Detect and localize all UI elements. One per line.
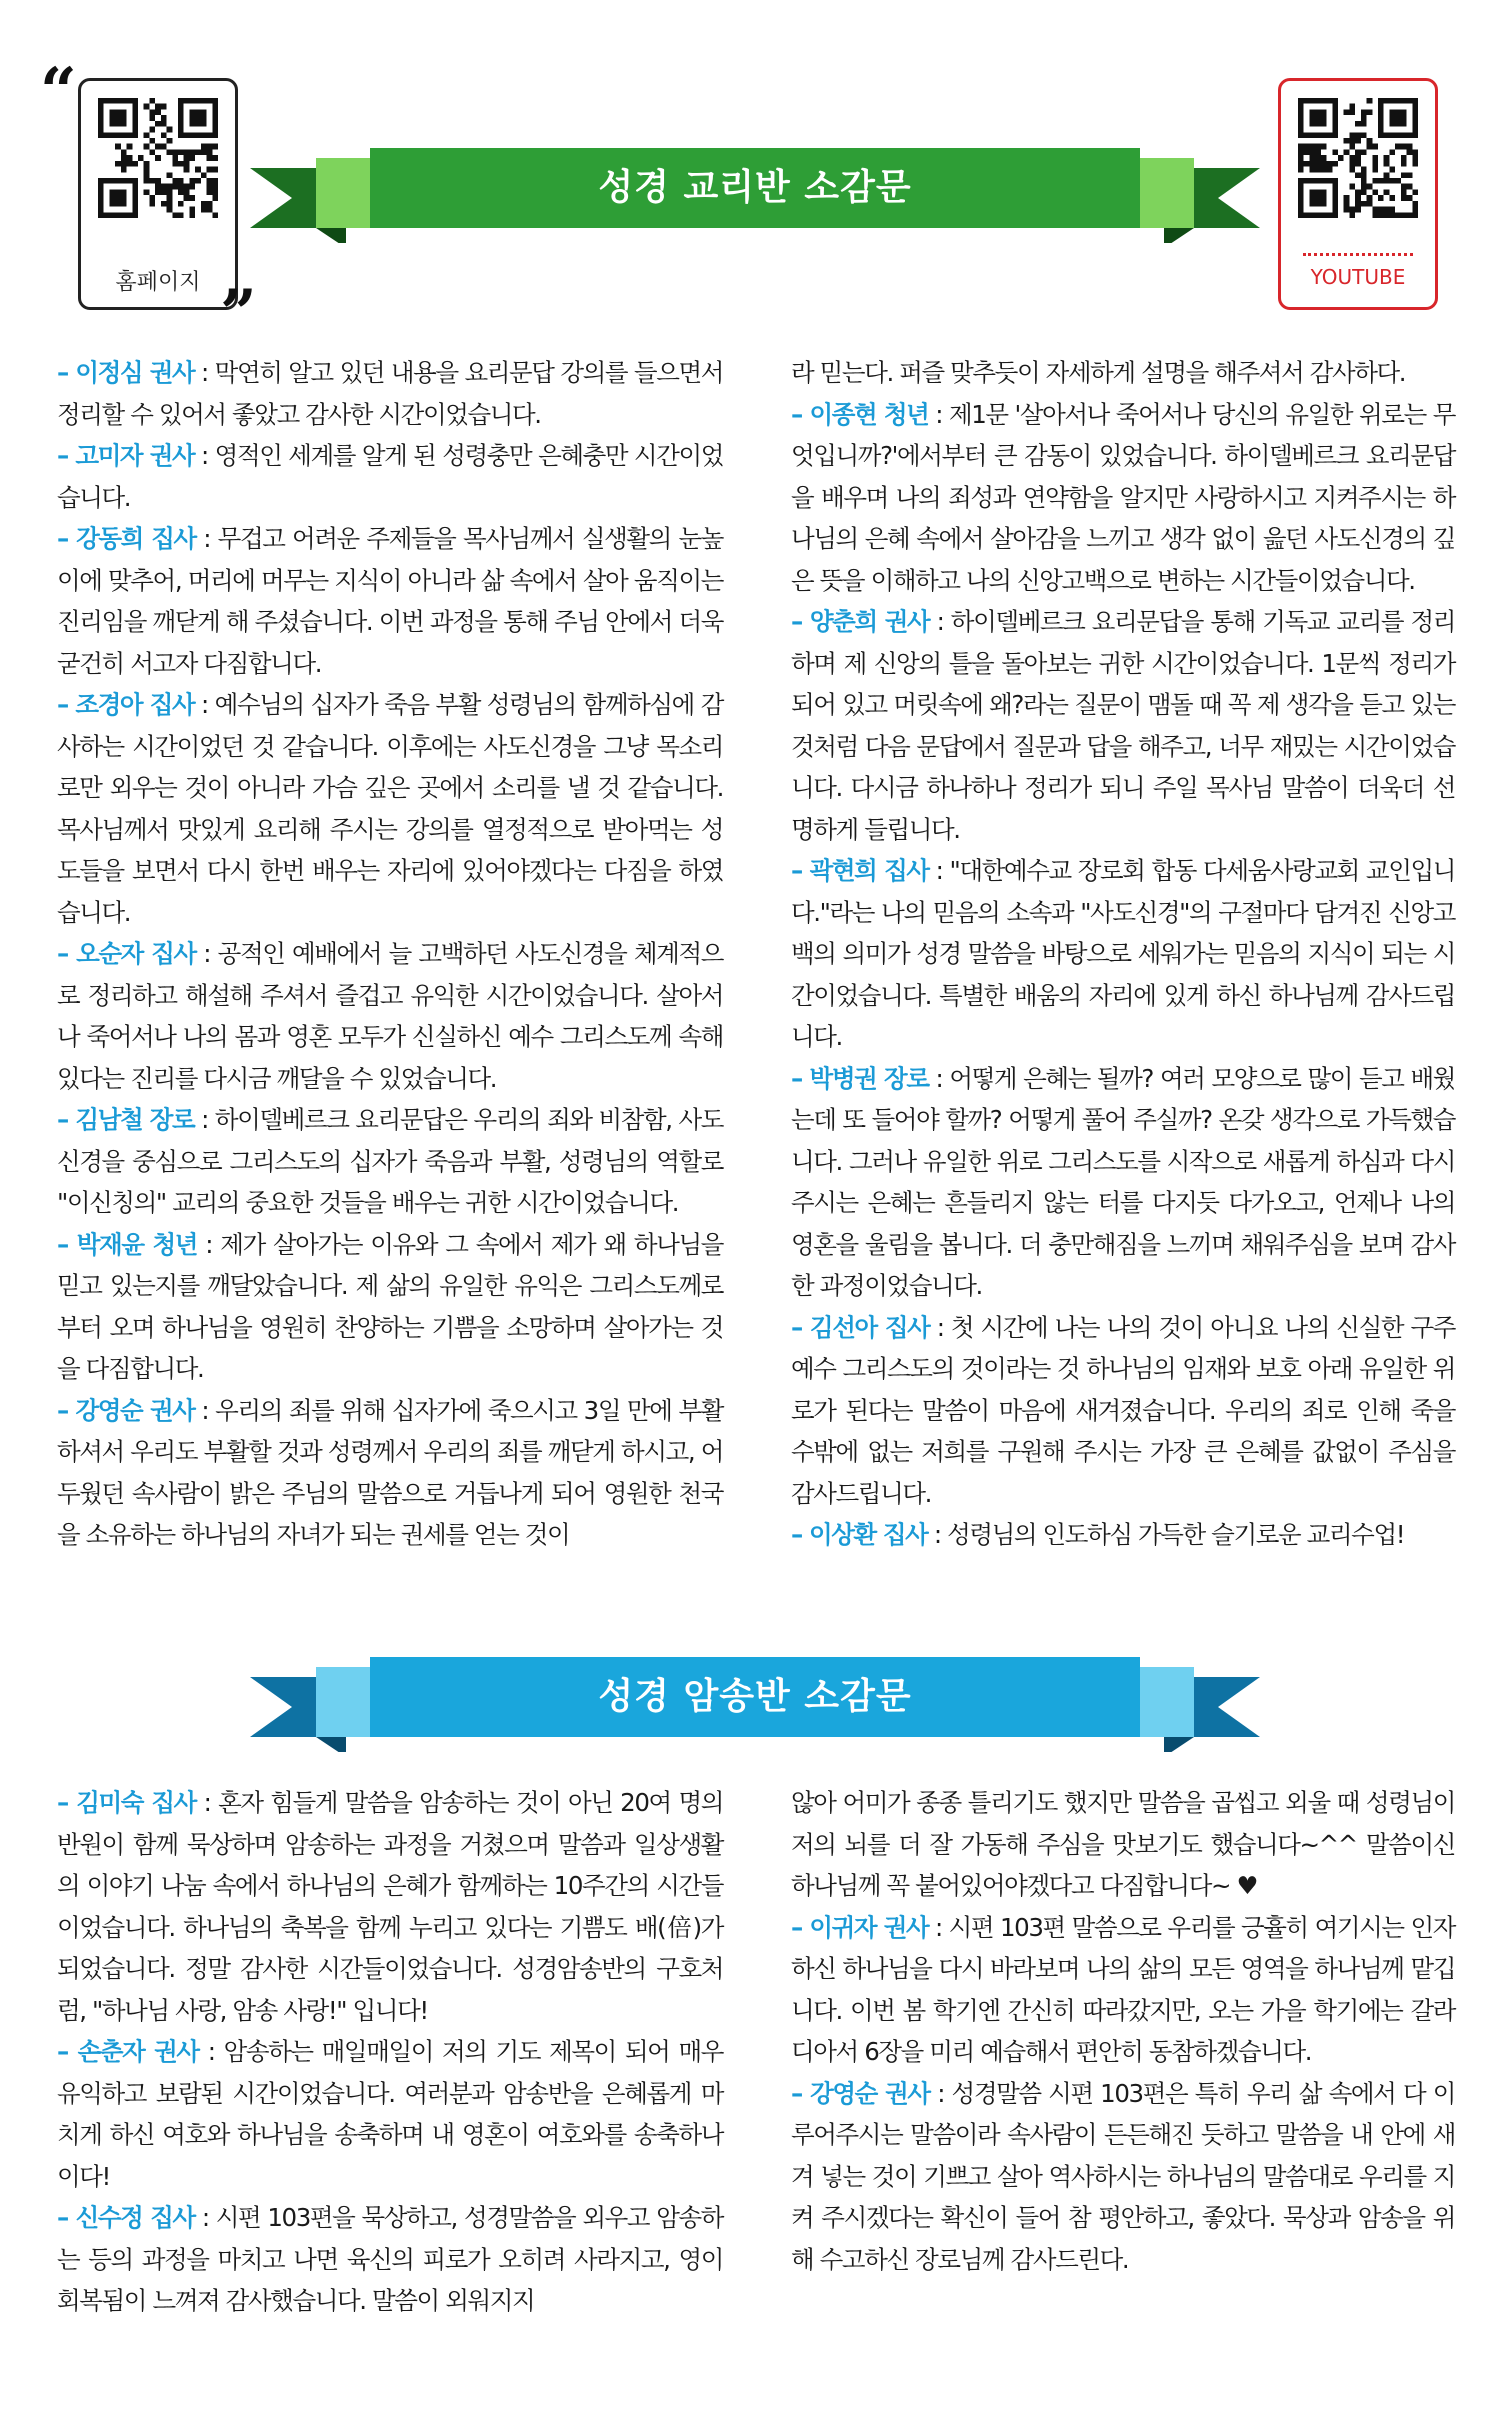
testimonial-text: 라 믿는다. 퍼즐 맞추듯이 자세하게 설명을 해주셔서 감사하다. — [791, 358, 1406, 387]
testimonial-entry — [57, 2197, 723, 2322]
testimonial-text: : 첫 시간에 나는 나의 것이 아니요 나의 신실한 구주 예수 그리스도의 것이라는 것 하나님의 임재와 보호 아래 유일한 위로가 된다는 말씀이 마음에 새겨졌습니다. 우리의 죄로 인해 죽을 수밖에 없는 저희를 구원해 주시는 가장 큰 은혜를 값없이 주심을 감사드립니다. — [791, 1312, 1455, 1508]
section2-title-banner — [250, 1657, 1260, 1752]
homepage-qr-card[interactable] — [78, 78, 238, 310]
testimonial-entry — [791, 352, 1455, 394]
dotted-divider — [1303, 253, 1413, 256]
testimonial-text: : 하이델베르크 요리문답을 통해 기독교 교리를 정리하며 제 신앙의 틀을 돌아보는 귀한 시간이었습니다. 1문씩 정리가 되어 있고 머릿속에 왜?라는 질문이 맴돌 때 꼭 제 생각을 듣고 있는 것처럼 다음 문답에서 질문과 답을 해주고, 너무 재밌는 시간이었습니다. 다시금 하나하나 정리가 되니 주일 목사님 말씀이 더욱더 선명하게 들립니다. — [791, 607, 1455, 844]
qr-code-icon — [98, 98, 218, 218]
testimonial-text: : 제가 살아가는 이유와 그 속에서 제가 왜 하나님을 믿고 있는지를 깨달았습니다. 제 삶의 유일한 유익은 그리스도께로부터 오며 하나님을 영원히 찬양하는 기쁨을 소망하며 살아가는 것을 다짐합니다. — [57, 1229, 723, 1383]
testimonial-author: – 박병권 장로 — [791, 1063, 929, 1093]
open-quote-mark: “ — [40, 54, 77, 129]
testimonial-text: : 예수님의 십자가 죽음 부활 성령님의 함께하심에 감사하는 시간이었던 것 같습니다. 이후에는 사도신경을 그냥 목소리로만 외우는 것이 아니라 가슴 깊은 곳에서 소리를 낼 것 같습니다. 목사님께서 맛있게 요리해 주시는 강의를 열정적으로 받아먹는 성도들을 보면서 다시 한번 배우는 자리에 있어야겠다는 다짐을 하였습니다. — [57, 690, 723, 927]
testimonial-author: – 조경아 집사 — [57, 690, 195, 719]
testimonial-author: – 강영순 권사 — [57, 1395, 195, 1425]
testimonial-author: – 이상환 집사 — [791, 1520, 928, 1549]
testimonial-text: : 시편 103편 말씀으로 우리를 긍휼히 여기시는 인자하신 하나님을 다시 바라보며 나의 삶의 모든 영역을 하나님께 맡깁니다. 이번 봄 학기엔 간신히 따라갔지만, 오는 가을 학기에는 갈라디아서 6장을 미리 예습해서 편안히 동참하겠습니다. — [791, 1912, 1455, 2066]
testimonial-entry — [791, 1307, 1455, 1515]
youtube-qr-label: YOUTUBE — [1310, 265, 1406, 289]
testimonial-author: – 강동희 집사 — [57, 524, 196, 553]
section1-right-column — [791, 352, 1455, 1556]
testimonial-author: – 고미자 권사 — [57, 441, 195, 470]
testimonial-text: 않아 어미가 종종 틀리기도 했지만 말씀을 곱씹고 외울 때 성령님이 저의 뇌를 더 잘 가동해 주심을 맛보기도 했습니다~^^ 말씀이신 하나님께 꼭 붙어있어야겠다고 다짐합니다~ ♥ — [791, 1788, 1455, 1900]
testimonial-text: : 시편 103편을 묵상하고, 성경말씀을 외우고 암송하는 등의 과정을 마치고 나면 육신의 피로가 오히려 사라지고, 영이 회복됨이 느껴져 감사했습니다. 말씀이 외워지지 — [57, 2203, 724, 2315]
qr-code-icon — [1298, 98, 1418, 218]
testimonial-text: : 성령님의 인도하심 가득한 슬기로운 교리수업! — [927, 1520, 1405, 1549]
section2-left-column — [57, 1782, 723, 2322]
testimonial-text: : 공적인 예배에서 늘 고백하던 사도신경을 체계적으로 정리하고 해설해 주셔서 즐겁고 유익한 시간이었습니다. 살아서나 죽어서나 나의 몸과 영혼 모두가 신실하신 예수 그리스도께 속해 있다는 진리를 다시금 깨달을 수 있었습니다. — [57, 939, 723, 1093]
testimonial-entry — [57, 684, 723, 933]
testimonial-author: – 양춘희 권사 — [791, 607, 930, 636]
testimonial-author: – 이귀자 권사 — [791, 1912, 929, 1942]
testimonial-author: – 강영순 권사 — [791, 2078, 930, 2108]
testimonial-text: : 제1문 '살아서나 죽어서나 당신의 유일한 위로는 무엇입니까?'에서부터 큰 감동이 있었습니다. 하이델베르크 요리문답을 배우며 나의 죄성과 연약함을 알지만 사랑하시고 지켜주시는 하나님의 은혜 속에서 살아감을 느끼고 생각 없이 읊던 사도신경의 깊은 뜻을 이해하고 나의 신앙고백으로 변하는 시간들이었습니다. — [791, 399, 1455, 595]
testimonial-entry — [57, 1099, 723, 1224]
testimonial-text: : 무겁고 어려운 주제들을 목사님께서 실생활의 눈높이에 맞추어, 머리에 머무는 지식이 아니라 삶 속에서 살아 움직이는 진리임을 깨닫게 해 주셨습니다. 이번 과정을 통해 주님 안에서 더욱 굳건히 서고자 다짐합니다. — [57, 524, 723, 678]
section2-title: 성경 암송반 소감문 — [598, 1676, 912, 1717]
section2-right-column — [791, 1782, 1455, 2280]
testimonial-author: – 손춘자 권사 — [57, 2037, 199, 2066]
section1-title-banner — [250, 148, 1260, 243]
testimonial-author: – 곽현희 집사 — [791, 856, 929, 885]
testimonial-entry — [57, 1782, 723, 2031]
youtube-qr-card[interactable] — [1278, 78, 1438, 310]
testimonial-entry — [57, 933, 723, 1099]
testimonial-text: : 혼자 힘들게 말씀을 암송하는 것이 아닌 20여 명의 반원이 함께 묵상하며 암송하는 과정을 거쳤으며 말씀과 일상생활의 이야기 나눔 속에서 하나님의 은혜가 함께하는 10주간의 시간들이었습니다. 하나님의 축복을 함께 누리고 있다는 기쁨도 배(倍)가 되었습니다. 정말 감사한 시간들이었습니다. 성경암송반의 구호처럼, "하나님 사랑, 암송 사랑!" 입니다! — [57, 1788, 723, 2025]
testimonial-entry — [791, 394, 1455, 602]
testimonial-entry — [791, 1514, 1455, 1556]
testimonial-entry — [791, 2073, 1455, 2281]
section1-left-column — [57, 352, 723, 1556]
testimonial-author: – 이정심 권사 — [57, 358, 195, 387]
testimonial-author: – 김선아 집사 — [791, 1312, 930, 1342]
section1-title: 성경 교리반 소감문 — [598, 167, 912, 208]
testimonial-entry — [57, 1224, 723, 1390]
testimonial-entry — [791, 850, 1455, 1058]
testimonial-entry — [57, 352, 723, 435]
homepage-qr-label: 홈페이지 — [115, 270, 201, 295]
testimonial-entry — [791, 1782, 1455, 1907]
testimonial-entry — [57, 2031, 723, 2197]
testimonial-author: – 김남철 장로 — [57, 1105, 195, 1134]
testimonial-entry — [57, 518, 723, 684]
testimonial-text: : 하이델베르크 요리문답은 우리의 죄와 비참함, 사도신경을 중심으로 그리스도의 십자가 죽음과 부활, 성령님의 역할로 "이신칭의" 교리의 중요한 것들을 배우는 귀한 시간이었습니다. — [57, 1105, 724, 1217]
testimonial-entry — [791, 1058, 1455, 1307]
testimonial-author: – 이종현 청년 — [791, 399, 929, 429]
testimonial-text: : 어떻게 은혜는 될까? 여러 모양으로 많이 듣고 배웠는데 또 들어야 할까? 어떻게 풀어 주실까? 온갖 생각으로 가득했습니다. 그러나 유일한 위로 그리스도를 시작으로 새롭게 하심과 다시 주시는 은혜는 흔들리지 않는 터를 다지듯 다가오고, 언제나 나의 영혼을 울림을 봅니다. 더 충만해짐을 느끼며 채워주심을 보며 감사한 과정이었습니다. — [791, 1063, 1455, 1300]
testimonial-entry — [57, 435, 723, 518]
testimonial-author: – 박재윤 청년 — [57, 1229, 198, 1259]
testimonial-author: – 오순자 집사 — [57, 939, 196, 968]
testimonial-text: : 막연히 알고 있던 내용을 요리문답 강의를 들으면서 정리할 수 있어서 좋았고 감사한 시간이었습니다. — [57, 358, 723, 429]
testimonial-text: : "대한예수교 장로회 합동 다세움사랑교회 교인입니다."라는 나의 믿음의 소속과 "사도신경"의 구절마다 담겨진 신앙고백의 의미가 성경 말씀을 바탕으로 세워가는 믿음의 지식이 되는 시간이었습니다. 특별한 배움의 자리에 있게 하신 하나님께 감사드립니다. — [791, 856, 1455, 1051]
testimonial-author: – 김미숙 집사 — [57, 1788, 196, 1817]
close-quote-mark: ” — [220, 276, 257, 351]
testimonial-text: : 우리의 죄를 위해 십자가에 죽으시고 3일 만에 부활하셔서 우리도 부활할 것과 성령께서 우리의 죄를 깨닫게 하시고, 어두웠던 속사람이 밝은 주님의 말씀으로 거듭나게 되어 영원한 천국을 소유하는 하나님의 자녀가 되는 권세를 얻는 것이 — [57, 1395, 723, 1549]
testimonial-entry — [57, 1390, 723, 1556]
testimonial-entry — [791, 601, 1455, 850]
testimonial-entry — [791, 1907, 1455, 2073]
testimonial-author: – 신수정 집사 — [57, 2203, 195, 2232]
testimonial-text: : 암송하는 매일매일이 저의 기도 제목이 되어 매우 유익하고 보람된 시간이었습니다. 여러분과 암송반을 은혜롭게 마치게 하신 여호와 하나님을 송축하며 내 영혼이 여호와를 송축하나이다! — [57, 2037, 723, 2191]
testimonial-text: : 영적인 세계를 알게 된 성령충만 은혜충만 시간이었습니다. — [57, 441, 723, 512]
testimonial-text: : 성경말씀 시편 103편은 특히 우리 삶 속에서 다 이루어주시는 말씀이라 속사람이 든든해진 듯하고 말씀을 내 안에 새겨 넣는 것이 기쁘고 살아 역사하시는 하나님의 말씀대로 우리를 지켜 주시겠다는 확신이 들어 참 평안하고, 좋았다. 묵상과 암송을 위해 수고하신 장로님께 감사드린다. — [791, 2078, 1455, 2274]
